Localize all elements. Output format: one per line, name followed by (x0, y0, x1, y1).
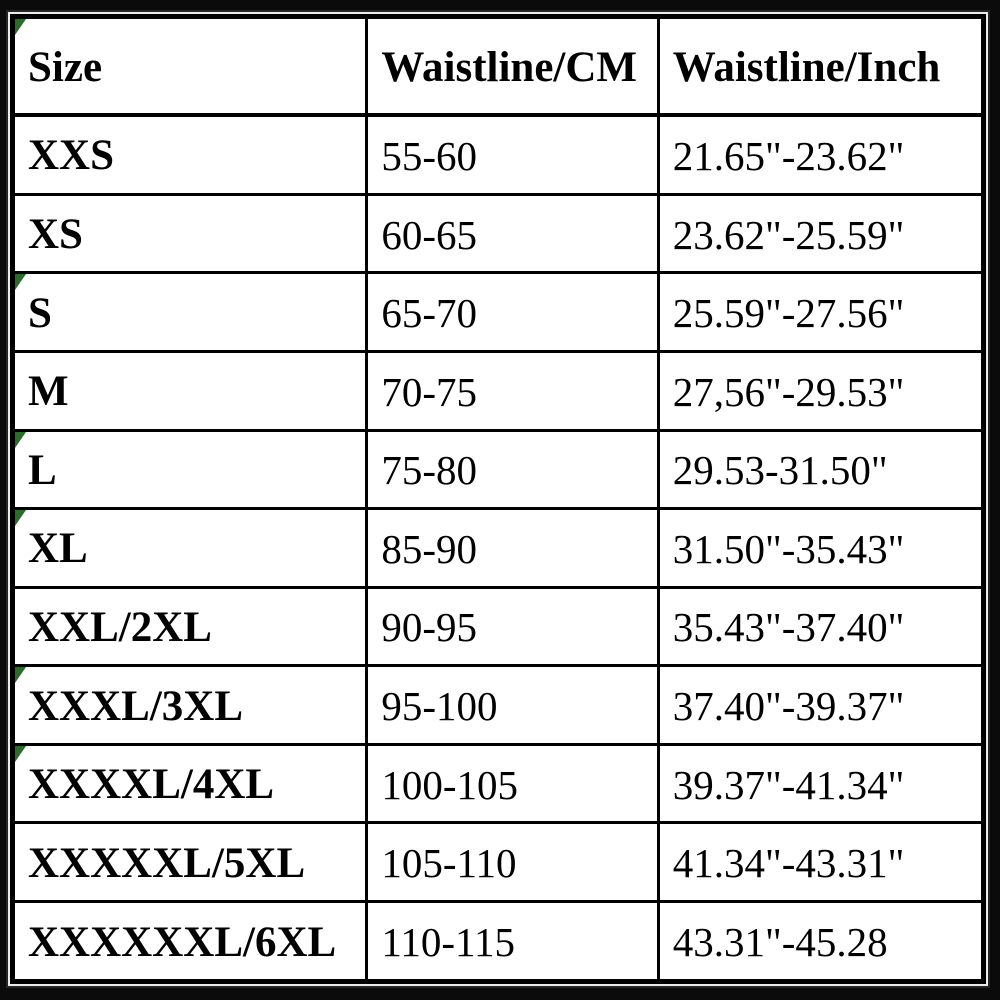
size-cell (13, 194, 367, 273)
green-corner-marker-icon (15, 667, 26, 683)
cm-cell (367, 509, 658, 588)
table-row (13, 351, 984, 430)
column-header-waistline-cm (367, 17, 658, 116)
inch-value: 39.37"-41.34" (672, 761, 905, 808)
green-corner-marker-icon (15, 510, 26, 526)
cm-cell (367, 273, 658, 352)
cm-value: 55-60 (381, 132, 478, 179)
green-corner-marker-icon (15, 19, 26, 35)
table-row (13, 273, 984, 352)
inch-value: 27,56"-29.53" (672, 368, 905, 415)
size-value: XXXL/3XL (28, 682, 244, 730)
size-value: S (28, 289, 52, 337)
column-header-size (13, 17, 367, 116)
inch-cell (658, 194, 983, 273)
inch-value: 41.34"-43.31" (672, 840, 905, 887)
table-row (13, 509, 984, 588)
cm-cell (367, 194, 658, 273)
size-cell (13, 351, 367, 430)
size-value: XS (28, 211, 83, 259)
inch-cell (658, 587, 983, 666)
size-cell (13, 273, 367, 352)
inch-cell (658, 666, 983, 745)
inch-value: 37.40"-39.37" (672, 683, 905, 730)
column-header-waistline-cm-label: Waistline/CM (381, 43, 638, 91)
inch-value: 21.65"-23.62" (672, 132, 905, 179)
size-cell (13, 666, 367, 745)
cm-cell (367, 430, 658, 509)
size-value: XXXXXXL/6XL (28, 918, 337, 966)
cm-value: 75-80 (381, 447, 478, 494)
cm-cell (367, 823, 658, 902)
table-row (13, 194, 984, 273)
cm-value: 60-65 (381, 211, 478, 258)
table-row (13, 823, 984, 902)
cm-value: 90-95 (381, 604, 478, 651)
column-header-size-label: Size (28, 43, 103, 91)
table-row (13, 902, 984, 982)
size-cell (13, 902, 367, 982)
size-value: XXS (28, 132, 115, 180)
size-chart-table (10, 14, 986, 984)
size-value: XL (28, 525, 88, 573)
header-row (13, 17, 984, 116)
cm-cell (367, 666, 658, 745)
size-cell (13, 823, 367, 902)
cm-value: 105-110 (381, 840, 517, 887)
inch-cell (658, 273, 983, 352)
table-row (13, 115, 984, 194)
cm-value: 100-105 (381, 761, 519, 808)
green-corner-marker-icon (15, 432, 26, 448)
inch-value: 29.53-31.50" (672, 447, 888, 494)
cm-value: 70-75 (381, 368, 478, 415)
table-row (13, 430, 984, 509)
column-header-waistline-inch (658, 17, 983, 116)
table-row (13, 744, 984, 823)
size-value: L (28, 446, 57, 494)
inch-value: 43.31"-45.28 (672, 919, 888, 966)
cm-cell (367, 902, 658, 982)
cm-value: 65-70 (381, 290, 478, 337)
cm-value: 110-115 (381, 919, 516, 966)
table-row (13, 666, 984, 745)
size-cell (13, 744, 367, 823)
column-header-waistline-inch-label: Waistline/Inch (672, 43, 941, 91)
size-cell (13, 509, 367, 588)
inch-value: 35.43"-37.40" (672, 604, 905, 651)
inch-cell (658, 115, 983, 194)
inch-cell (658, 902, 983, 982)
inch-value: 23.62"-25.59" (672, 211, 905, 258)
size-value: XXXXXL/5XL (28, 839, 306, 887)
size-cell (13, 430, 367, 509)
inch-value: 31.50"-35.43" (672, 525, 905, 572)
cm-cell (367, 115, 658, 194)
inch-cell (658, 744, 983, 823)
green-corner-marker-icon (15, 746, 26, 762)
cm-cell (367, 744, 658, 823)
size-cell (13, 587, 367, 666)
inch-value: 25.59"-27.56" (672, 290, 905, 337)
inch-cell (658, 351, 983, 430)
size-value: XXXXL/4XL (28, 761, 275, 809)
cm-value: 95-100 (381, 683, 498, 730)
cm-value: 85-90 (381, 525, 478, 572)
green-corner-marker-icon (15, 274, 26, 290)
inch-cell (658, 509, 983, 588)
size-value: XXL/2XL (28, 603, 212, 651)
table-row (13, 587, 984, 666)
inch-cell (658, 823, 983, 902)
cm-cell (367, 587, 658, 666)
inch-cell (658, 430, 983, 509)
size-cell (13, 115, 367, 194)
size-chart-container (10, 14, 986, 984)
cm-cell (367, 351, 658, 430)
size-value: M (28, 368, 69, 416)
